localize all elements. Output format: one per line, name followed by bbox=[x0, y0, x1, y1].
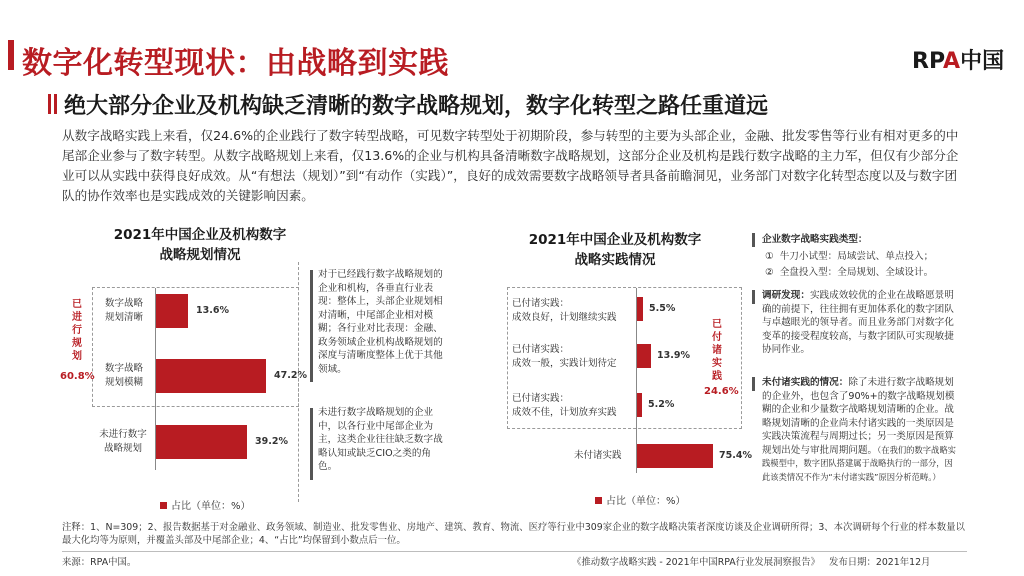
chart2-side-label bbox=[710, 318, 724, 383]
chart2-side-value: 24.6% bbox=[704, 386, 739, 397]
chart1-cat2-line2: 规划模糊 bbox=[104, 377, 143, 388]
type2-text: 全盘投入型：全局规划、全域设计。 bbox=[779, 267, 934, 278]
chart2-cat3-line1: 已付诸实践： bbox=[512, 393, 570, 404]
rpa-china-logo bbox=[912, 44, 1004, 75]
subtitle-accent-bar-1 bbox=[48, 94, 51, 114]
chart2-title-line1: 2021年中国企业及机构数字 bbox=[528, 232, 702, 248]
chart2-cat2-line2: 成效一般，实践计划待定 bbox=[512, 358, 617, 369]
intro-paragraph: 从数字战略实践上来看，仅24.6%的企业践行了数字转型战略，可见数字转型处于初期阶段，参与转型的主要为头部企业，金融、批发零售等行业有相对更多的中尾部企业参与了数字转型。从数字战略规划上来看，仅13.6%的企业与机构具备清晰数字战略规划，这部分企业及机构是践行数字战略的主力军，但仅有少部分企业可以从实践中获得良好成效。从“有想法（规划）”到“有动作（实践）”，良好的成效需要数字战略领导者具备前瞻洞见，业务部门对数字化转型态度以及与数字团队的协作效率也是实践成效的关键影响因素。 bbox=[62, 128, 959, 203]
chart1-title bbox=[80, 225, 320, 265]
footer-source: 来源：RPA中国。 bbox=[62, 557, 137, 568]
chart1-bar bbox=[156, 294, 188, 328]
chart1-cat1-line2: 规划清晰 bbox=[104, 312, 143, 323]
chart2-category-label bbox=[512, 343, 634, 371]
chart1-legend-label: 占比（单位：%） bbox=[171, 501, 251, 512]
chart2-value-label: 75.4% bbox=[719, 450, 752, 461]
chart2-side-char: 已 bbox=[712, 319, 722, 330]
chart1-value-label: 13.6% bbox=[196, 305, 229, 316]
page-subtitle: 绝大部分企业及机构缺乏清晰的数字战略规划，数字化转型之路任重道远 bbox=[64, 94, 769, 119]
legend-swatch bbox=[160, 502, 167, 509]
chart2-value-label: 13.9% bbox=[657, 350, 690, 361]
subtitle-accent-bar-2 bbox=[54, 94, 57, 114]
chart2-cat2-line1: 已付诸实践： bbox=[512, 344, 570, 355]
chart2-side-char: 诸 bbox=[712, 345, 722, 356]
page-title: 数字化转型现状：由战略到实践 bbox=[22, 46, 449, 81]
logo-suffix: 中国 bbox=[960, 49, 1005, 74]
chart2-cat1-line2: 成效良好，计划继续实践 bbox=[512, 312, 617, 323]
type1-text: 牛刀小试型：局域尝试、单点投入； bbox=[779, 251, 934, 262]
footer-report: 《推动数字战略实践 - 2021年中国RPA行业发展洞察报告》 发布日期：2021年12月 bbox=[572, 557, 931, 568]
chart1-value-label: 39.2% bbox=[255, 436, 288, 447]
chart1-title-line1: 2021年中国企业及机构数字 bbox=[113, 227, 287, 243]
footer-divider bbox=[62, 551, 967, 552]
finding-note bbox=[762, 289, 960, 357]
chart2-bar bbox=[637, 393, 642, 417]
chart2-side-char: 践 bbox=[712, 371, 722, 382]
title-accent-bar bbox=[8, 40, 14, 70]
notyet-note bbox=[762, 376, 960, 484]
type2-number: ② bbox=[765, 267, 774, 278]
chart1-title-line2: 战略规划情况 bbox=[159, 247, 241, 263]
chart2-side-char: 实 bbox=[712, 358, 722, 369]
chart2-category-label bbox=[574, 449, 634, 463]
types-title: 企业数字战略实践类型： bbox=[762, 234, 868, 245]
chart2-side-char: 付 bbox=[712, 332, 722, 343]
chart2-value-label: 5.5% bbox=[649, 303, 676, 314]
chart1-note-2: 未进行数字战略规划的企业中，以各行业中尾部企业为主，这类企业往往缺乏数字战略认知或缺乏CIO之类的角色。 bbox=[318, 407, 443, 472]
chart1-bar bbox=[156, 359, 266, 393]
divider-1 bbox=[298, 262, 299, 502]
chart2-title bbox=[495, 230, 735, 270]
logo-prefix: RP bbox=[912, 49, 944, 74]
chart2-bar bbox=[637, 444, 713, 468]
chart1-category-label bbox=[94, 297, 154, 325]
chart2-legend-label: 占比（单位：%） bbox=[606, 496, 686, 507]
finding-label: 调研发现： bbox=[762, 290, 810, 301]
note2-bar bbox=[310, 408, 313, 480]
chart2-bar bbox=[637, 297, 643, 321]
note1-bar bbox=[310, 270, 313, 382]
chart1-cat2-line1: 数字战略 bbox=[104, 363, 143, 374]
footer-note: 注释：1、N=309；2、报告数据基于对金融业、政务领域、制造业、批发零售业、房地产、建筑、教育、物流、医疗等行业中309家企业的数字战略决策者深度访谈及企业调研所得；3、本次调研每个行业的样本数量以最大化均等为原则，并覆盖头部及中尾部企业；4、“占比”均保留到小数点后一位。 bbox=[62, 522, 965, 546]
chart2-cat4-line1: 未付诸实践 bbox=[574, 450, 622, 461]
type1-number: ① bbox=[765, 251, 774, 262]
chart1-side-char: 进 bbox=[72, 312, 82, 323]
chart1-side-value: 60.8% bbox=[60, 371, 95, 382]
chart1-category-label bbox=[94, 362, 154, 390]
chart2-value-label: 5.2% bbox=[648, 399, 675, 410]
chart2-legend bbox=[595, 492, 686, 507]
notyet-bar bbox=[752, 377, 755, 391]
logo-accent: A bbox=[943, 49, 961, 74]
chart2-category-label bbox=[512, 297, 634, 325]
chart2-cat3-line2: 成效不佳，计划放弃实践 bbox=[512, 407, 617, 418]
chart1-side-char: 已 bbox=[72, 299, 82, 310]
finding-text: 实践成效较优的企业在战略愿景明确的前提下，往往拥有更加体系化的数字团队与卓越眼光的领导者。而且业务部门对数字化变革的接受程度较高，与数字团队可实现敏捷协同作业。 bbox=[762, 290, 954, 355]
chart1-bar bbox=[156, 425, 247, 459]
chart2-bar bbox=[637, 344, 651, 368]
chart1-side-char: 划 bbox=[72, 351, 82, 362]
notyet-text: 除了未进行数字战略规划的企业外，也包含了90%+的数字战略规划模糊的企业和少量数字战略规划清晰的企业。战略规划清晰的企业尚未付诸实践的一类原因是实践决策流程与周期过长；另一类原因是预算规划出处与审批周期问题。 bbox=[762, 377, 955, 456]
chart1-cat3-line2: 战略规划 bbox=[103, 443, 142, 454]
chart1-category-label bbox=[92, 428, 154, 456]
type-1 bbox=[765, 250, 933, 264]
types-bar bbox=[752, 233, 755, 247]
chart1-legend bbox=[160, 497, 251, 512]
chart2-cat1-line1: 已付诸实践： bbox=[512, 298, 570, 309]
finding-bar bbox=[752, 290, 755, 304]
legend-swatch bbox=[595, 497, 602, 504]
chart2-title-line2: 战略实践情况 bbox=[574, 252, 656, 268]
notyet-small-text: （在我们的数字战略实践模型中，数字团队搭建属于战略执行的一部分，因此该类情况不作为“未付诸实践”原因分析范畴。） bbox=[762, 444, 956, 482]
chart1-side-char: 规 bbox=[72, 338, 82, 349]
chart2-category-label bbox=[512, 392, 634, 420]
chart1-cat3-line1: 未进行数字 bbox=[99, 429, 147, 440]
chart1-value-label: 47.2% bbox=[274, 370, 307, 381]
chart1-cat1-line1: 数字战略 bbox=[104, 298, 143, 309]
chart1-side-char: 行 bbox=[72, 325, 82, 336]
chart1-side-label bbox=[70, 298, 84, 363]
notyet-label: 未付诸实践的情况： bbox=[762, 377, 849, 388]
chart1-note-1: 对于已经践行数字战略规划的企业和机构，各垂直行业表现：整体上，头部企业规划相对清晰，中尾部企业相对模糊；各行业对比表现：金融、政务领域企业机构战略规划的深度与清晰度整体上优于其他领域。 bbox=[318, 269, 443, 375]
type-2 bbox=[765, 266, 933, 280]
